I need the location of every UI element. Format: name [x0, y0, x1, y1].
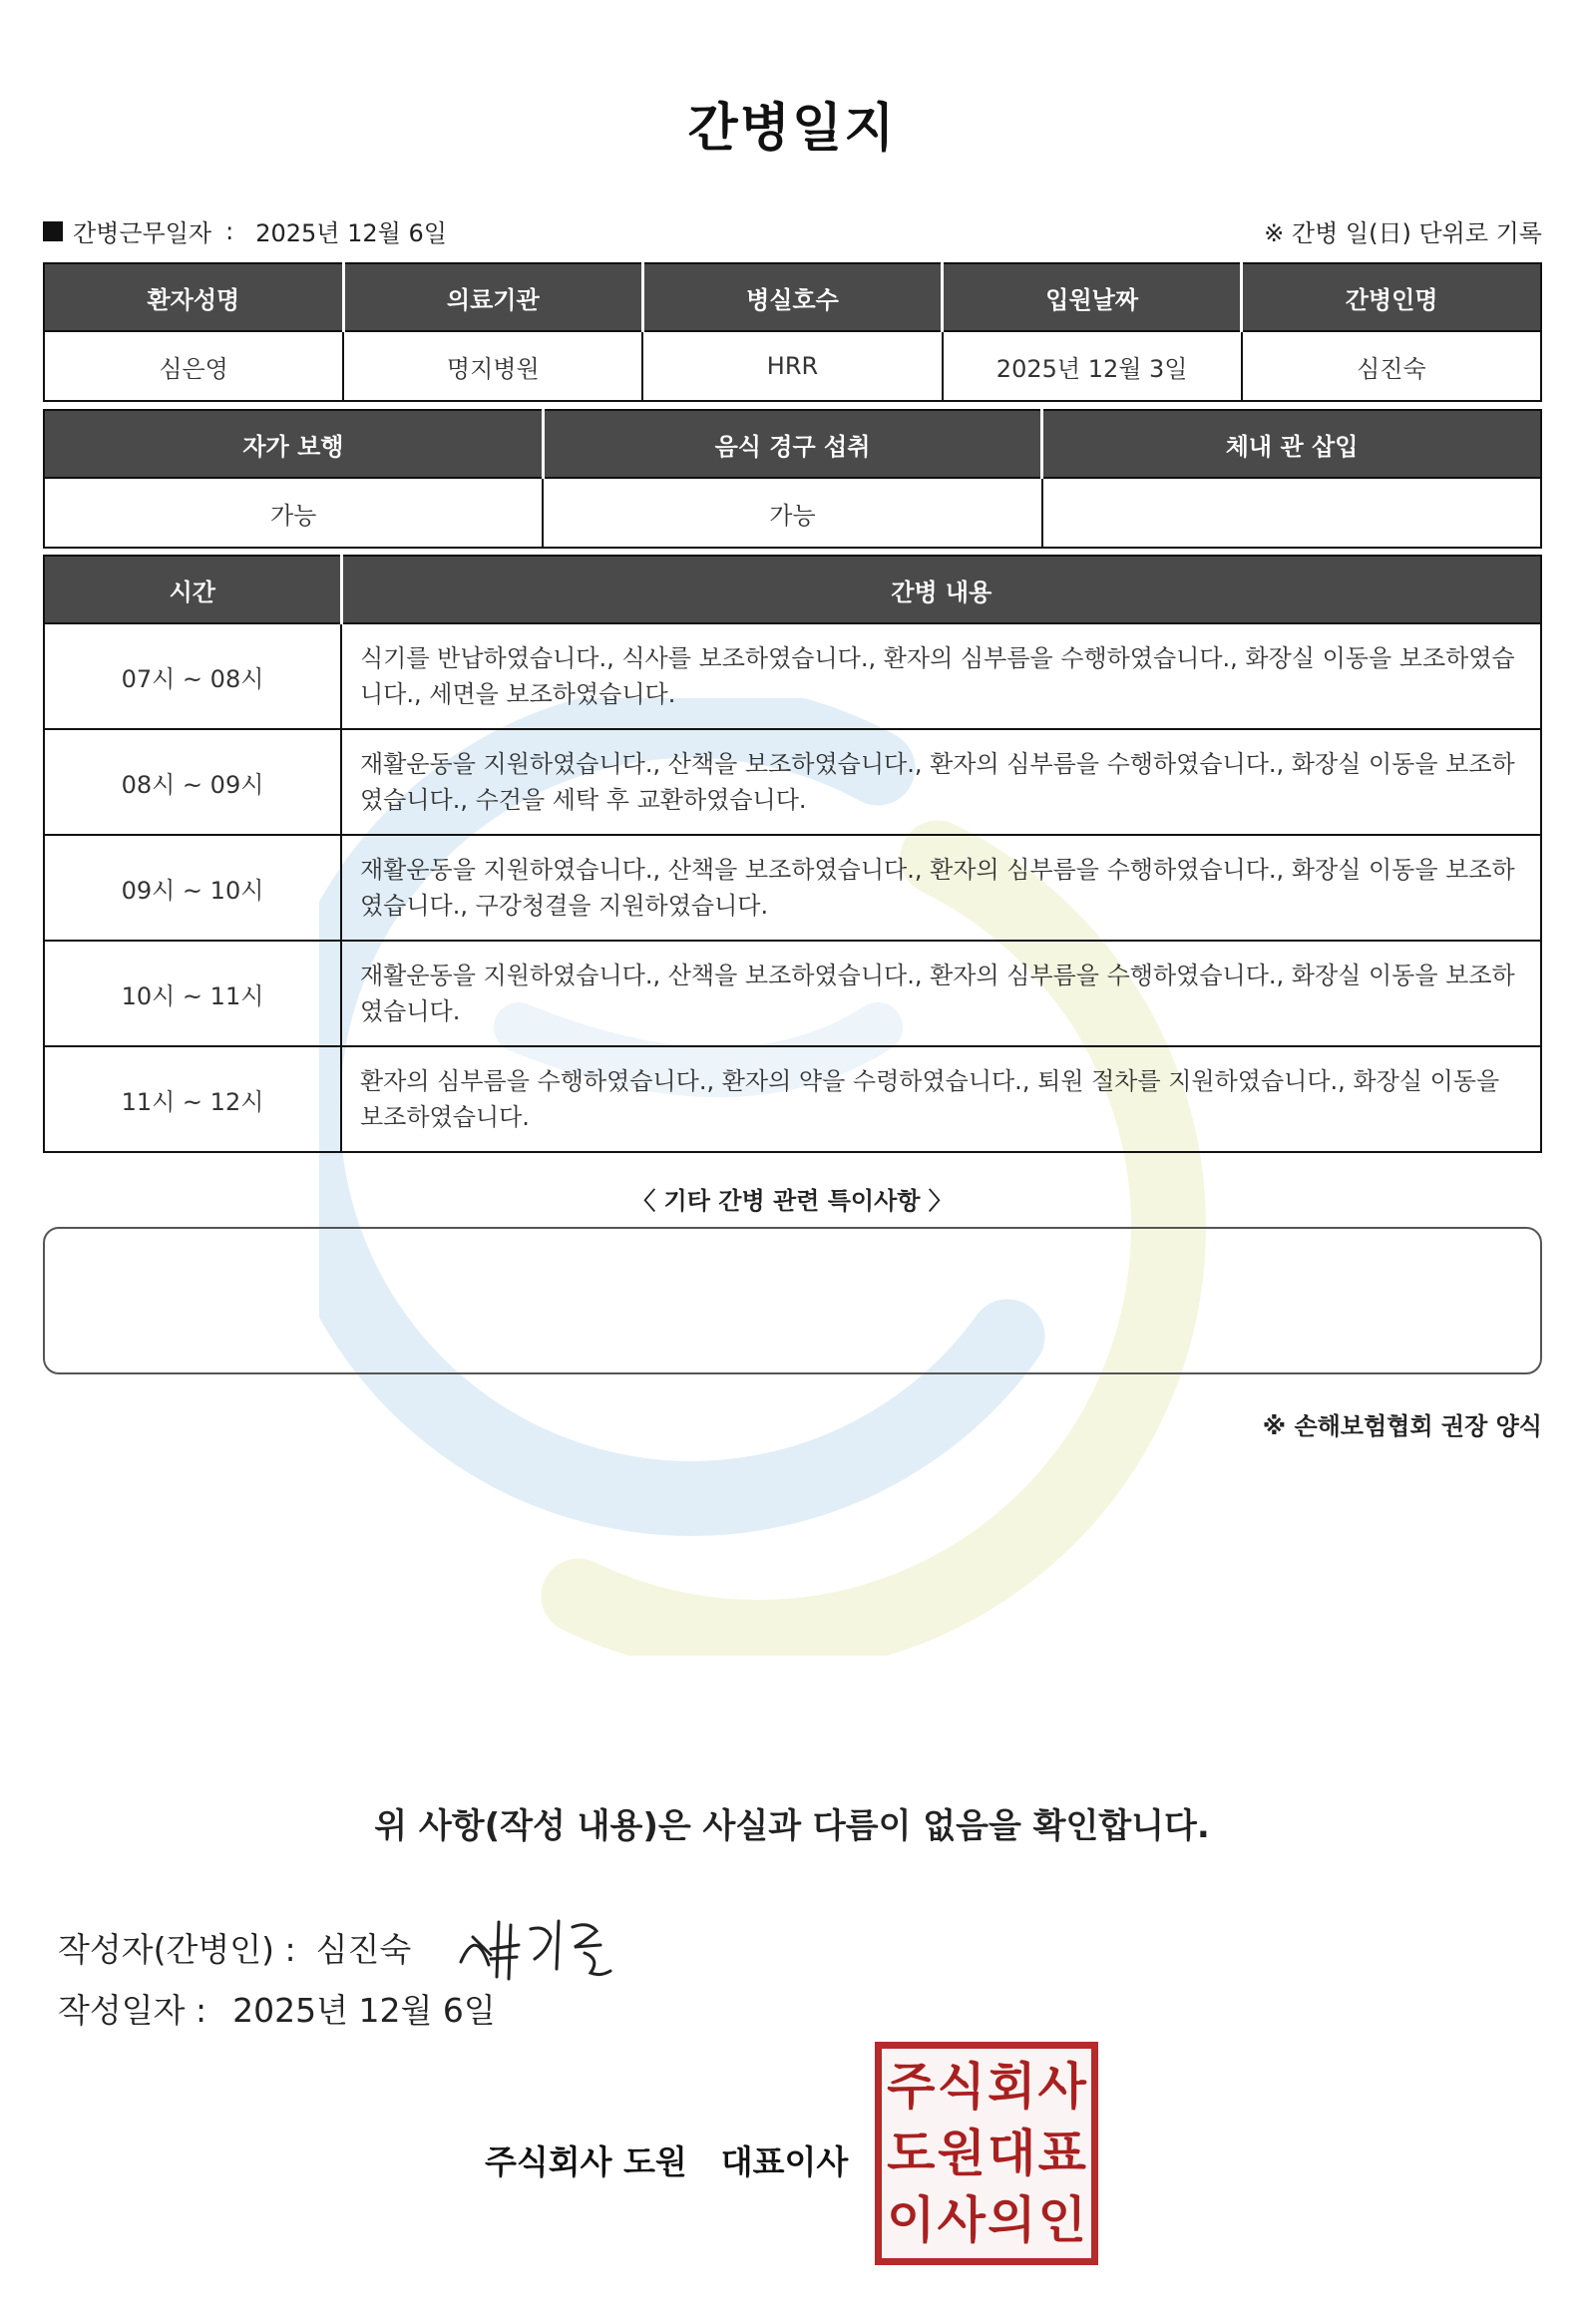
table-row — [44, 835, 1541, 941]
seal-char: 회 — [988, 2056, 1036, 2116]
patient-name: 심은영 — [44, 331, 343, 401]
written-date-row — [58, 1985, 496, 2032]
hospital: 명지병원 — [343, 331, 642, 401]
table-row — [44, 623, 1541, 729]
patient-table — [43, 262, 1542, 402]
header-care-content: 간병 내용 — [341, 556, 1541, 623]
seal-char: 이 — [887, 2190, 936, 2250]
seal-char: 대 — [988, 2123, 1036, 2182]
table-row — [44, 729, 1541, 835]
header-time: 시간 — [44, 556, 341, 623]
written-date-value: 2025년 12월 6일 — [232, 1991, 496, 2030]
admission-date: 2025년 12월 3일 — [943, 331, 1242, 401]
seal-char: 인 — [1037, 2190, 1086, 2250]
seal-char: 사 — [937, 2190, 986, 2250]
header-room: 병실호수 — [642, 263, 942, 331]
seal-char: 식 — [937, 2056, 986, 2116]
caregiver-name: 심진숙 — [1242, 331, 1541, 401]
etc-notes-box — [43, 1227, 1542, 1374]
company-name: 주식회사 도원 — [485, 2142, 687, 2181]
confirm-statement: 위 사항(작성 내용)은 사실과 다름이 없음을 확인합니다. — [374, 1806, 1210, 1846]
work-date — [43, 213, 447, 248]
header-patient-name: 환자성명 — [44, 263, 343, 331]
care-table — [43, 555, 1542, 1153]
writer-row — [58, 1907, 620, 1987]
writer-label: 작성자(간병인) : — [58, 1929, 296, 1969]
signature-icon — [451, 1907, 620, 1987]
work-date-colon: : — [225, 216, 234, 245]
header-oral-intake: 음식 경구 섭취 — [543, 410, 1041, 478]
tube-insertion-value — [1042, 478, 1541, 548]
care-content: 재활운동을 지원하였습니다., 산책을 보조하였습니다., 환자의 심부름을 수행하였습니다., 화장실 이동을 보조하였습니다., 수건을 세탁 후 교환하였습니다. — [341, 729, 1541, 835]
seal-char: 사 — [1037, 2056, 1086, 2116]
work-date-value: 2025년 12월 6일 — [255, 219, 447, 247]
table-row — [44, 1046, 1541, 1152]
care-time: 08시 ~ 09시 — [44, 729, 341, 835]
meta-row — [43, 213, 1542, 247]
page-title: 간병일지 — [687, 99, 897, 159]
seal-char: 주 — [887, 2056, 936, 2116]
care-time: 10시 ~ 11시 — [44, 941, 341, 1046]
care-time: 11시 ~ 12시 — [44, 1046, 341, 1152]
self-walking-value: 가능 — [44, 478, 543, 548]
seal-char: 의 — [988, 2190, 1036, 2250]
seal-char: 원 — [937, 2123, 986, 2182]
care-time: 09시 ~ 10시 — [44, 835, 341, 941]
care-content: 재활운동을 지원하였습니다., 산책을 보조하였습니다., 환자의 심부름을 수행하였습니다., 화장실 이동을 보조하였습니다. — [341, 941, 1541, 1046]
work-date-label: 간병근무일자 — [73, 219, 212, 247]
status-table — [43, 409, 1542, 549]
etc-section-title: 〈 기타 간병 관련 특이사항 〉 — [631, 1187, 953, 1215]
recommend-note: ※ 손해보험협회 권장 양식 — [1262, 1412, 1542, 1440]
seal-char: 표 — [1037, 2123, 1086, 2182]
care-content: 환자의 심부름을 수행하였습니다., 환자의 약을 수령하였습니다., 퇴원 절차를 지원하였습니다., 화장실 이동을 보조하였습니다. — [341, 1046, 1541, 1152]
header-tube-insertion: 체내 관 삽입 — [1042, 410, 1541, 478]
writer-name: 심진숙 — [315, 1929, 412, 1969]
care-content: 재활운동을 지원하였습니다., 산책을 보조하였습니다., 환자의 심부름을 수행하였습니다., 화장실 이동을 보조하였습니다., 구강청결을 지원하였습니다. — [341, 835, 1541, 941]
square-bullet-icon — [43, 221, 63, 241]
oral-intake-value: 가능 — [543, 478, 1041, 548]
header-admission-date: 입원날짜 — [943, 263, 1242, 331]
written-date-label: 작성일자 : — [58, 1991, 207, 2030]
care-time: 07시 ~ 08시 — [44, 623, 341, 729]
header-self-walking: 자가 보행 — [44, 410, 543, 478]
record-note: ※ 간병 일(日) 단위로 기록 — [1264, 219, 1542, 247]
seal-char: 도 — [887, 2123, 936, 2182]
care-content: 식기를 반납하였습니다., 식사를 보조하였습니다., 환자의 심부름을 수행하였습니다., 화장실 이동을 보조하였습니다., 세면을 보조하였습니다. — [341, 623, 1541, 729]
table-row — [44, 941, 1541, 1046]
company-ceo-title: 대표이사 — [720, 2142, 849, 2181]
header-caregiver-name: 간병인명 — [1242, 263, 1541, 331]
company-signature-block — [485, 2136, 848, 2183]
room-number: HRR — [642, 331, 942, 401]
header-hospital: 의료기관 — [343, 263, 642, 331]
company-seal-stamp — [875, 2042, 1098, 2265]
